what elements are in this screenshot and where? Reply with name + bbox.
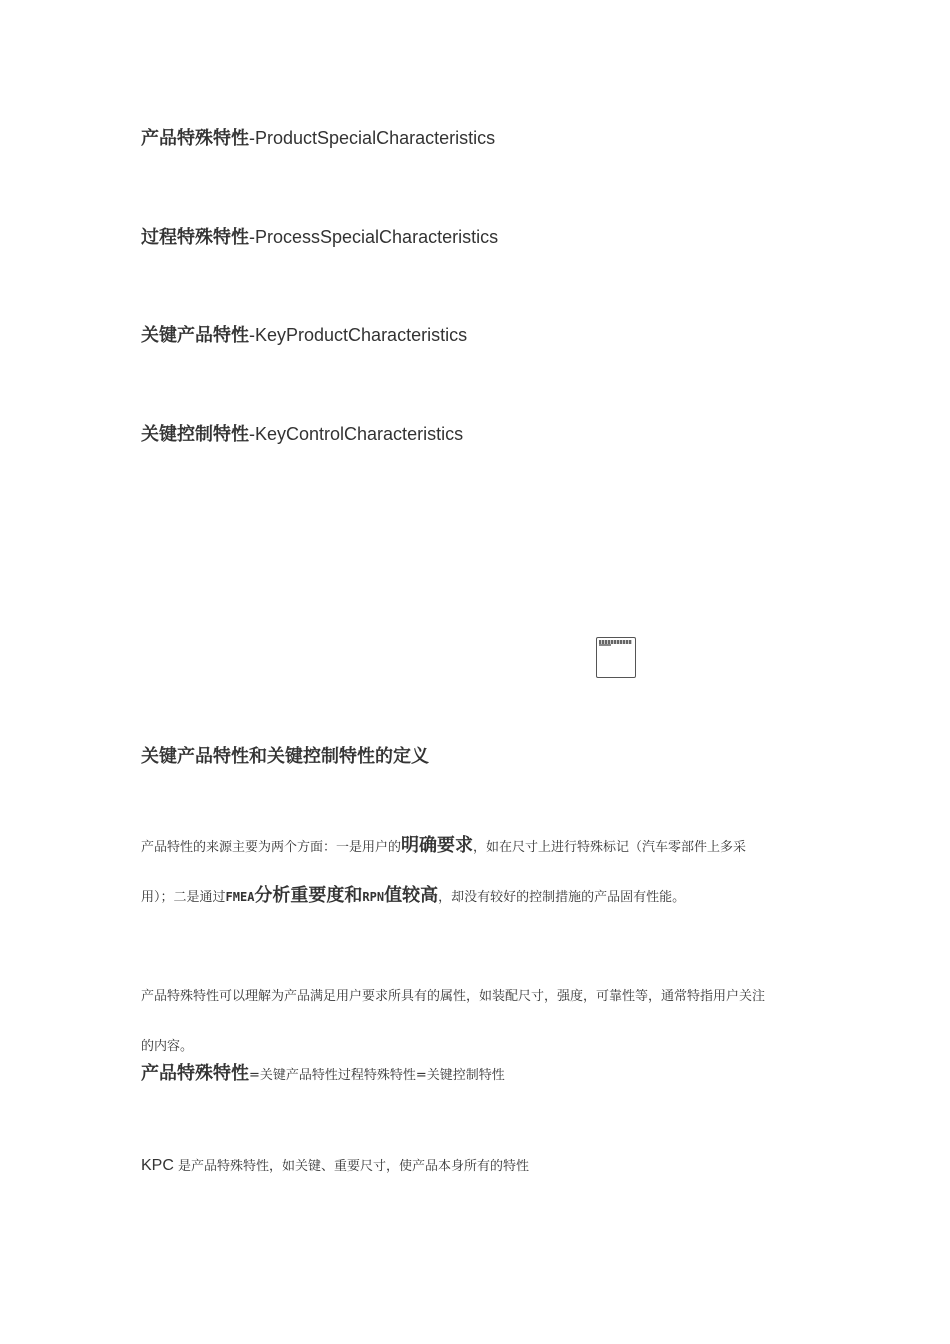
term-en: -ProductSpecialCharacteristics xyxy=(249,128,496,148)
para1-text: 产品特性的来源主要为两个方面：一是用户的 xyxy=(141,840,402,855)
term-zh: 关键产品特性 xyxy=(141,325,249,346)
term-en: -KeyProductCharacteristics xyxy=(249,325,468,345)
term-en: -KeyControlCharacteristics xyxy=(249,424,464,444)
term-key-control xyxy=(141,422,463,447)
paragraph-1-line-1 xyxy=(141,836,746,858)
kpc-abbr: KPC xyxy=(141,1157,174,1174)
embedded-image-thumbnail xyxy=(596,637,636,678)
paragraph-2-line-2: 的内容。 xyxy=(141,1039,194,1054)
paragraph-2-line-1: 产品特殊特性可以理解为产品满足用户要求所具有的属性，如装配尺寸，强度，可靠性等，通常特指用户关注 xyxy=(141,989,766,1004)
equation-line xyxy=(141,1064,505,1086)
term-product-special xyxy=(141,126,495,151)
term-en: -ProcessSpecialCharacteristics xyxy=(249,227,499,247)
section-heading: 关键产品特性和关键控制特性的定义 xyxy=(141,746,429,767)
term-process-special xyxy=(141,225,498,250)
equation-rest: =关键产品特性过程特殊特性=关键控制特性 xyxy=(249,1068,505,1083)
paragraph-1-line-2 xyxy=(141,886,685,908)
para1-fmea: FMEA xyxy=(225,890,255,904)
para1-text: ，却没有较好的控制措施的产品固有性能。 xyxy=(438,890,686,905)
para1-text: 用）；二是通过 xyxy=(141,890,226,905)
kpc-line xyxy=(141,1156,529,1177)
term-zh: 产品特殊特性 xyxy=(141,128,249,149)
para1-emphasis: 分析重要度和 xyxy=(254,885,363,906)
para1-text: ，如在尺寸上进行特殊标记（汽车零部件上多采 xyxy=(473,840,747,855)
para1-rpn: RPN xyxy=(362,890,385,904)
term-zh: 过程特殊特性 xyxy=(141,227,249,248)
para1-emphasis: 值较高 xyxy=(384,885,439,906)
term-key-product xyxy=(141,323,467,348)
kpc-rest: 是产品特殊特性，如关键、重要尺寸，使产品本身所有的特性 xyxy=(173,1159,530,1174)
equation-bold: 产品特殊特性 xyxy=(141,1063,249,1084)
thumbnail-subline xyxy=(599,644,611,646)
term-zh: 关键控制特性 xyxy=(141,424,249,445)
para1-emphasis: 明确要求 xyxy=(401,835,474,856)
